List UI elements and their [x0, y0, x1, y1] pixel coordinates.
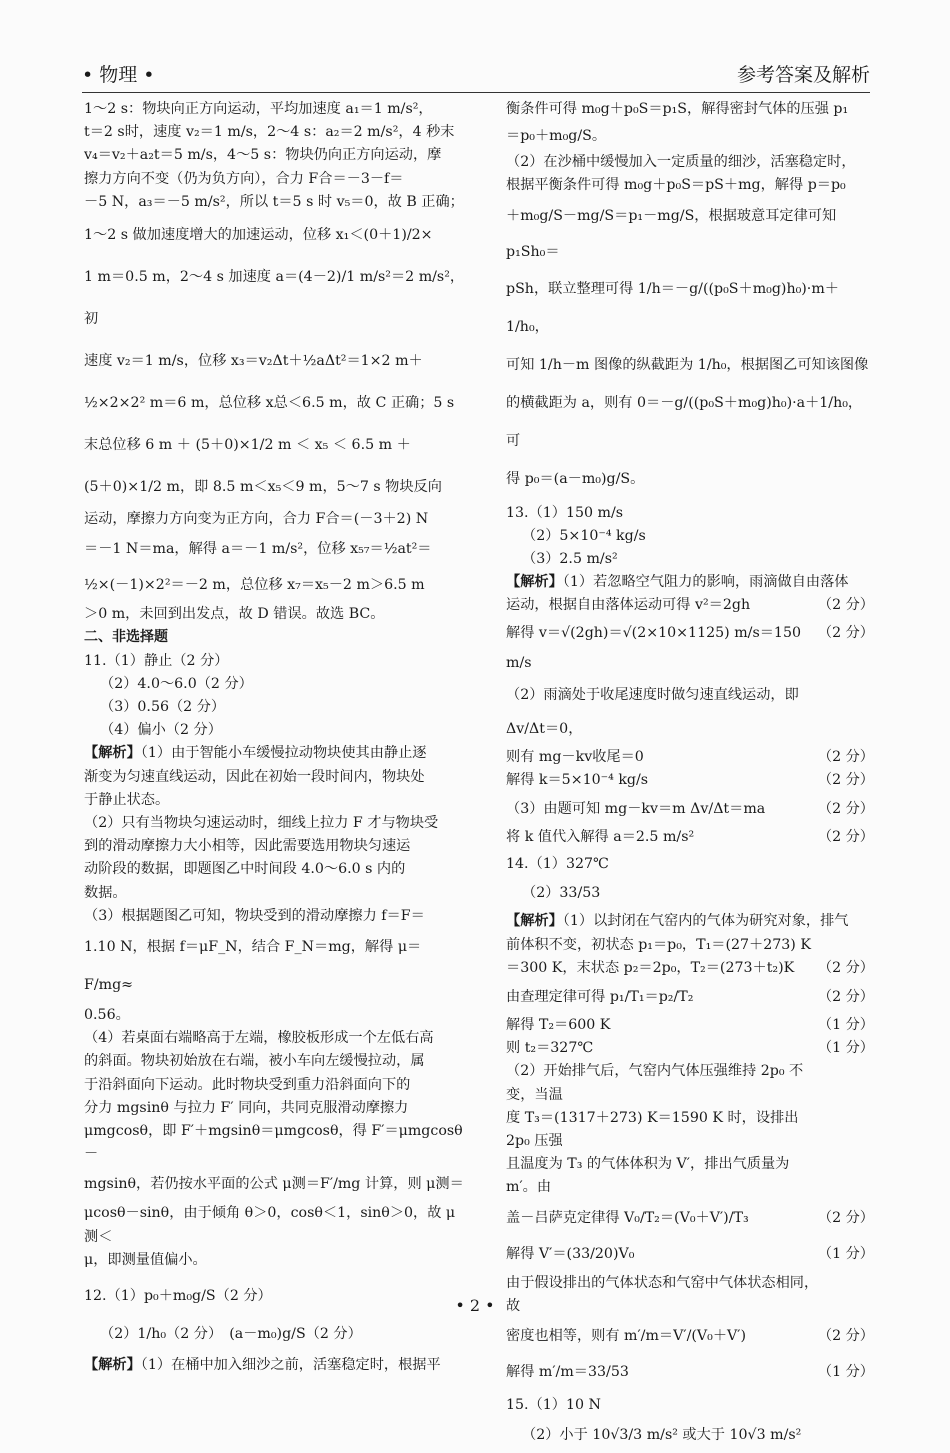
- answer-line: （2）小于 10√3/3 m/s² 或大于 10√3 m/s²: [522, 1427, 802, 1444]
- text-line: 到的滑动摩擦力大小相等，因此需要选用物块匀速运: [84, 838, 411, 855]
- solution-row: [506, 957, 874, 980]
- score-mark: （1 分）: [817, 1364, 874, 1381]
- text-line: 的横截距为 a，则有 0＝－g/((p₀S＋m₀g)h₀)·a＋1/h₀，可: [506, 394, 863, 449]
- text-line: ＝p₀＋m₀g/S。: [506, 128, 607, 145]
- q11-answer: [84, 650, 468, 1272]
- answer-line: 11.（1）静止（2 分）: [84, 652, 229, 669]
- answer-line: （2）4.0～6.0（2 分）: [100, 675, 253, 692]
- text-line: 1～2 s：物块向正方向运动，平均加速度 a₁＝1 m/s²，: [84, 101, 433, 117]
- row-text: （2）开始排气后，气窑内气体压强维持 2p₀ 不变，当温: [506, 1063, 804, 1103]
- solution-row: [506, 1014, 874, 1037]
- text-line: 分力 mgsinθ 与拉力 F′ 同向，共同克服滑动摩擦力: [84, 1099, 409, 1116]
- text-line: μcosθ－sinθ，由于倾角 θ＞0，cosθ＜1，sinθ＞0，故 μ测＜: [84, 1205, 456, 1245]
- text-line: （2）只有当物块匀速运动时，细线上拉力 F 才与物块受: [84, 815, 439, 832]
- row-text: （2）雨滴处于收尾速度时做匀速直线运动，即 Δv/Δt＝0，: [506, 686, 799, 737]
- page-number: • 2 •: [455, 1296, 495, 1315]
- text-line: －5 N，a₃＝－5 m/s²，所以 t＝5 s 时 v₅＝0，故 B 正确；: [84, 193, 464, 210]
- analysis-tag: 【解析】: [506, 574, 563, 591]
- row-text: 密度也相等，则有 m′/m＝V′/(V₀＋V′): [506, 1328, 747, 1345]
- text-line: 数据。: [84, 884, 127, 901]
- text-line: 可知 1/h－m 图像的纵截距为 1/h₀，根据图乙可知该图像: [506, 356, 869, 373]
- solution-row: [506, 769, 874, 792]
- subject-label: • 物理 •: [82, 64, 155, 86]
- row-text: 解得 m′/m＝33/53: [506, 1364, 629, 1381]
- score-mark: （1 分）: [817, 1040, 874, 1057]
- text-line: 1～2 s 做加速度增大的加速运动，位移 x₁＜(0＋1)/2×: [84, 227, 433, 244]
- score-mark: （2 分）: [817, 959, 874, 976]
- row-text: 度 T₃＝(1317＋273) K＝1590 K 时，设排出 2p₀ 压强: [506, 1109, 799, 1150]
- row-text: 解得 k＝5×10⁻⁴ kg/s: [506, 771, 649, 788]
- row-text: 盖－吕萨克定律得 V₀/T₂＝(V₀＋V′)/T₃: [506, 1209, 749, 1226]
- row-text: 解得 T₂＝600 K: [506, 1017, 611, 1034]
- analysis-tag: 【解析】: [84, 1357, 141, 1374]
- text-line: μmgcosθ，即 F′＋mgsinθ＝μmgcosθ，得 F′＝μmgcosθ－: [84, 1123, 463, 1163]
- text-line: 1.10 N，根据 f＝μF_N，结合 F_N＝mg，解得 μ＝F/mg≈: [84, 939, 422, 994]
- score-mark: （2 分）: [817, 989, 874, 1006]
- q15-answer: [506, 1394, 874, 1453]
- solution-row: [506, 1060, 874, 1106]
- analysis-tag: 【解析】: [506, 913, 563, 930]
- q13-answer: [506, 502, 874, 850]
- header-title: 参考答案及解析: [736, 64, 870, 86]
- text-line: ½×2×2² m＝6 m，总位移 x总＜6.5 m，故 C 正确；5 s: [84, 395, 455, 412]
- row-text: 由于假设排出的气体状态和气窑中气体状态相同，故: [506, 1274, 819, 1314]
- answer-line: （2）1/h₀（2 分） (a－m₀)g/S（2 分）: [100, 1326, 362, 1343]
- solution-row: [506, 1354, 874, 1390]
- solution-row: [506, 980, 874, 1014]
- row-text: 运动，根据自由落体运动可得 v²＝2gh: [506, 597, 751, 614]
- score-mark: （2 分）: [817, 829, 874, 846]
- q12-solution-continued: [506, 98, 874, 498]
- text-line: （3）根据题图乙可知，物块受到的滑动摩擦力 f＝F＝: [84, 907, 425, 924]
- text-line: 渐变为匀速直线运动，因此在初始一段时间内，物块处: [84, 768, 425, 785]
- text-line: 衡条件可得 m₀g＋p₀S＝p₁S，解得密封气体的压强 p₁: [506, 101, 849, 117]
- solution-row: [506, 1200, 874, 1236]
- solution-row: [506, 746, 874, 769]
- score-mark: （2 分）: [817, 597, 874, 614]
- q10-solution-continued: [84, 98, 468, 626]
- text-line: （1）由于智能小车缓慢拉动物块使其由静止逐: [140, 745, 427, 762]
- solution-row: [506, 1236, 874, 1272]
- solution-row: [506, 618, 874, 678]
- answer-line: （2）33/53: [522, 885, 601, 902]
- row-text: ＝300 K，末状态 p₂＝2p₀，T₂＝(273＋t₂)K: [506, 959, 795, 976]
- text-line: pSh，联立整理可得 1/h＝－g/((p₀S＋m₀g)h₀)·m＋1/h₀，: [506, 280, 839, 335]
- answer-line: 15.（1）10 N: [506, 1397, 601, 1414]
- answer-line: 13.（1）150 m/s: [506, 504, 624, 521]
- section-heading: 二、非选择题: [84, 629, 168, 646]
- solution-row: [506, 1153, 874, 1199]
- text-line: 运动，摩擦力方向变为正方向，合力 F合＝(－3＋2) N: [84, 511, 429, 528]
- score-mark: （2 分）: [817, 748, 874, 765]
- left-column: [84, 98, 468, 1377]
- text-line: ½×(－1)×2²＝－2 m，总位移 x₇＝x₅－2 m＞6.5 m: [84, 577, 425, 594]
- score-mark: （1 分）: [817, 1017, 874, 1034]
- solution-row: [506, 678, 874, 746]
- solution-row: [506, 1107, 874, 1153]
- text-line: mgsinθ，若仍按水平面的公式 μ测＝F′/mg 计算，则 μ测＝: [84, 1176, 464, 1193]
- text-line: ＝－1 N＝ma，解得 a＝－1 m/s²，位移 x₅₇＝½at²＝: [84, 541, 432, 558]
- text-line: μ，即测量值偏小。: [84, 1251, 207, 1268]
- score-mark: （1 分）: [817, 1245, 874, 1262]
- analysis-tag: 【解析】: [84, 745, 141, 762]
- row-text: 且温度为 T₃ 的气体体积为 V′，排出气质量为 m′。由: [506, 1156, 790, 1196]
- row-text: 解得 V′＝(33/20)V₀: [506, 1245, 635, 1262]
- score-mark: （2 分）: [817, 1209, 874, 1226]
- solution-row: [506, 792, 874, 826]
- text-line: ＋m₀g/S－mg/S＝p₁－mg/S，根据玻意耳定律可知 p₁Sh₀＝: [506, 207, 837, 260]
- page-header: [82, 60, 870, 93]
- solution-row: [506, 1037, 874, 1060]
- answer-line: （2）5×10⁻⁴ kg/s: [522, 527, 646, 544]
- answer-line: （3）2.5 m/s²: [522, 551, 618, 568]
- row-text: （3）由题可知 mg－kv＝m Δv/Δt＝ma: [506, 801, 766, 818]
- text-line: （4）若桌面右端略高于左端，橡胶板形成一个左低右高: [84, 1030, 434, 1047]
- text-line: t＝2 s时，速度 v₂＝1 m/s，2～4 s：a₂＝2 m/s²，4 秒末: [84, 124, 455, 141]
- text-line: （1）若忽略空气阻力的影响，雨滴做自由落体: [562, 574, 849, 591]
- solution-row: [506, 826, 874, 849]
- answer-line: （4）偏小（2 分）: [100, 722, 222, 739]
- answer-line: 12.（1）p₀＋m₀g/S（2 分）: [84, 1288, 272, 1305]
- text-line: 于沿斜面向下运动。此时物块受到重力沿斜面向下的: [84, 1076, 411, 1093]
- text-line: （2）在沙桶中缓慢加入一定质量的细沙，活塞稳定时，: [506, 154, 856, 171]
- text-line: （1）在桶中加入细沙之前，活塞稳定时，根据平: [140, 1357, 441, 1374]
- solution-row: [506, 934, 874, 957]
- row-text: 则 t₂＝327℃: [506, 1040, 594, 1057]
- text-line: ＞0 m，未回到出发点，故 D 错误。故选 BC。: [84, 606, 385, 623]
- solution-row: [506, 1318, 874, 1354]
- text-line: 的斜面。物块初始放在右端，被小车向左缓慢拉动，属: [84, 1053, 425, 1070]
- text-line: 得 p₀＝(a－m₀)g/S。: [506, 470, 645, 487]
- text-line: 于静止状态。: [84, 791, 170, 808]
- score-mark: （2 分）: [817, 771, 874, 788]
- row-text: 解得 v＝√(2gh)＝√(2×10×1125) m/s＝150 m/s: [506, 624, 801, 671]
- row-text: 由查理定律可得 p₁/T₁＝p₂/T₂: [506, 989, 694, 1006]
- text-line: 1 m＝0.5 m，2～4 s 加速度 a＝(4－2)/1 m/s²＝2 m/s²，初: [84, 269, 465, 328]
- solution-row: [506, 594, 874, 617]
- score-mark: （2 分）: [817, 1328, 874, 1345]
- text-line: （1）以封闭在气窑内的气体为研究对象，排气: [562, 913, 849, 930]
- answer-line: （3）0.56（2 分）: [100, 699, 226, 716]
- text-line: v₄＝v₂＋a₂t＝5 m/s，4～5 s：物块仍向正方向运动，摩: [84, 147, 442, 164]
- answer-line: 14.（1）327℃: [506, 856, 609, 873]
- right-column: [506, 98, 874, 1453]
- row-text: 则有 mg－kv收尾＝0: [506, 748, 644, 765]
- text-line: 动阶段的数据，即题图乙中时间段 4.0～6.0 s 内的: [84, 861, 406, 878]
- row-text: 前体积不变，初状态 p₁＝p₀，T₁＝(27＋273) K: [506, 936, 811, 953]
- text-line: 擦力方向不变（仍为负方向），合力 F合＝－3－f＝: [84, 170, 404, 187]
- score-mark: （2 分）: [817, 624, 874, 641]
- text-line: 末总位移 6 m ＋ (5＋0)×1/2 m ＜ x₅ ＜ 6.5 m ＋: [84, 437, 411, 454]
- text-line: (5＋0)×1/2 m，即 8.5 m＜x₅＜9 m，5～7 s 物块反向: [84, 479, 442, 496]
- row-text: 将 k 值代入解得 a＝2.5 m/s²: [506, 829, 695, 846]
- q12-answer: [84, 1278, 468, 1377]
- text-line: 速度 v₂＝1 m/s，位移 x₃＝v₂Δt＋½aΔt²＝1×2 m＋: [84, 353, 423, 370]
- text-line: 0.56。: [84, 1007, 130, 1024]
- text-line: 根据平衡条件可得 m₀g＋p₀S＝pS＋mg，解得 p＝p₀: [506, 177, 846, 194]
- score-mark: （2 分）: [817, 801, 874, 818]
